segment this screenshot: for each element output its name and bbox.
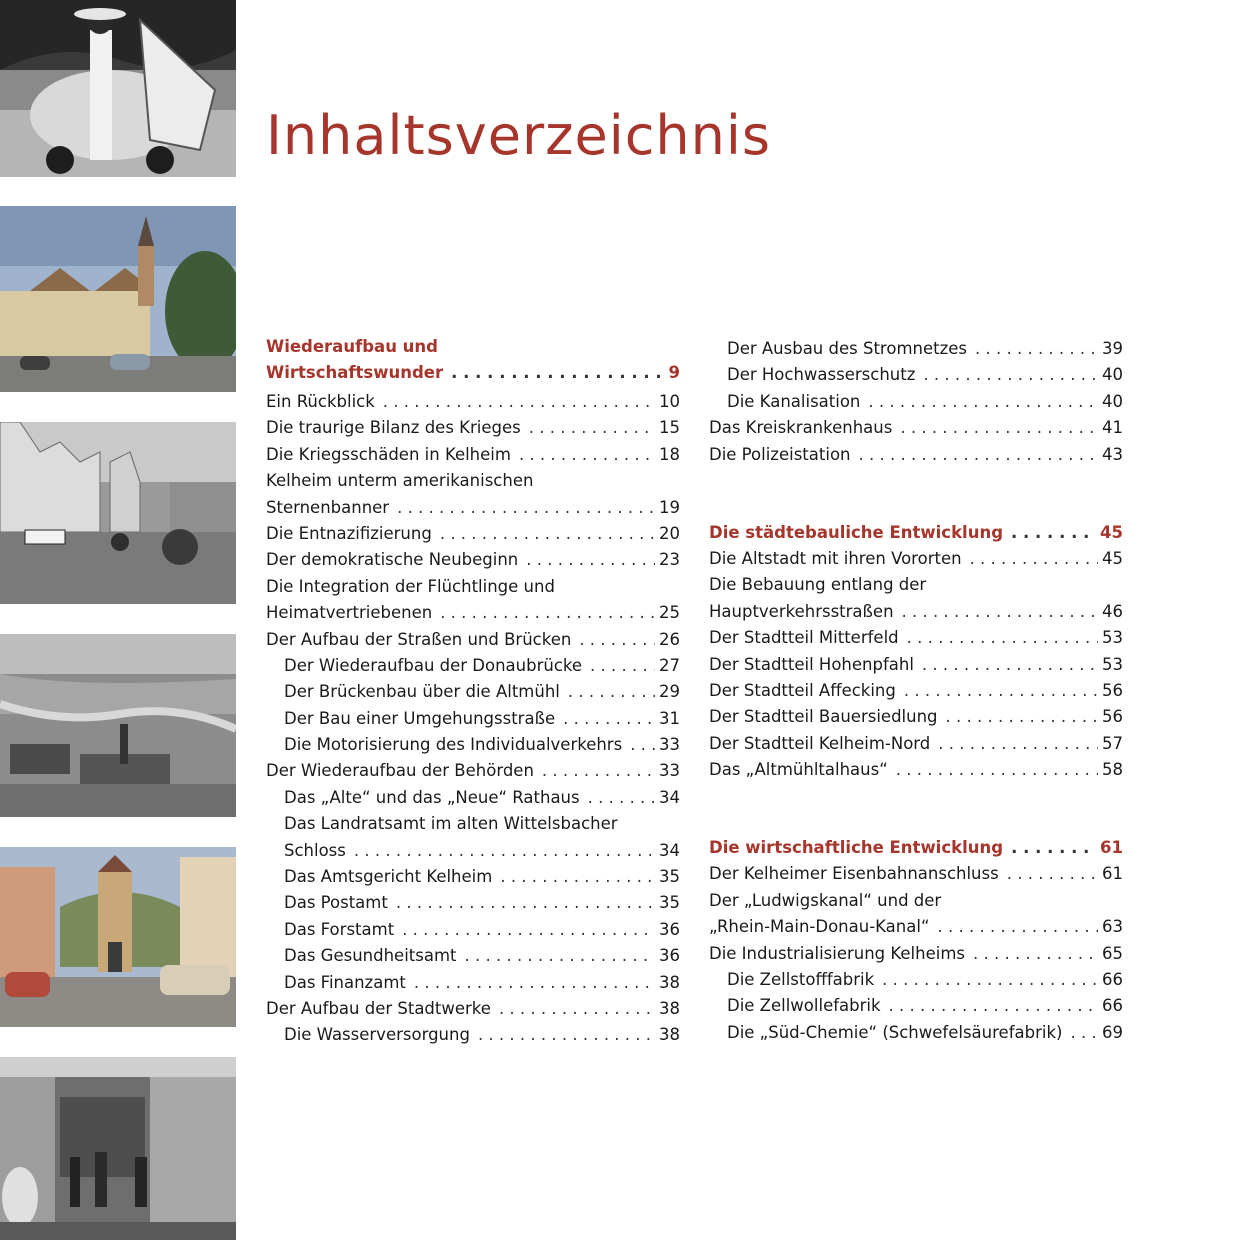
toc-entry[interactable]	[709, 599, 1123, 625]
entry-title: Sternenbanner	[266, 497, 390, 517]
entry-page: 39	[1102, 339, 1123, 358]
toc-entry[interactable]	[709, 652, 1123, 678]
photo-aerial-factory	[0, 634, 236, 817]
toc-subentry[interactable]	[709, 389, 1123, 415]
entry-page: 40	[1102, 365, 1123, 385]
entry-title: „Rhein-Main-Donau-Kanal“	[709, 917, 930, 937]
entry-page: 33	[659, 761, 680, 781]
toc-entry[interactable]	[266, 415, 680, 441]
toc-subentry[interactable]	[266, 917, 680, 943]
toc-subentry[interactable]	[709, 336, 1123, 362]
entry-title: Der demokratische Neubeginn	[266, 550, 519, 570]
dot-leader	[529, 415, 655, 441]
entry-page: 61	[1102, 864, 1123, 884]
photo-shop-window	[0, 1057, 236, 1240]
toc-entry[interactable]	[266, 758, 680, 784]
entry-page: 38	[659, 972, 680, 992]
dot-leader	[451, 360, 664, 386]
toc-entry[interactable]	[266, 547, 680, 573]
photo-isetta-woman	[0, 0, 236, 177]
entry-title: Der Stadtteil Bauersiedlung	[709, 707, 938, 727]
entry-page: 41	[1102, 418, 1123, 438]
entry-page: 56	[1102, 680, 1123, 700]
entry-page: 35	[659, 867, 680, 887]
toc-entry[interactable]	[709, 731, 1123, 757]
entry-title: Das Finanzamt	[284, 972, 406, 992]
dot-leader	[526, 547, 655, 573]
toc-entry-line[interactable]	[266, 574, 680, 600]
entry-title: Die Integration der Flüchtlinge und	[266, 576, 555, 596]
dot-leader	[478, 1022, 655, 1048]
entry-page: 31	[659, 708, 680, 728]
entry-page: 66	[1102, 996, 1123, 1016]
entry-title: Das Amtsgericht Kelheim	[284, 867, 493, 887]
dot-leader	[402, 917, 655, 943]
dot-leader	[973, 941, 1098, 967]
entry-title: Die Zellstofffabrik	[727, 970, 875, 990]
entry-page: 63	[1102, 917, 1123, 937]
entry-page: 46	[1102, 601, 1123, 621]
entry-title: Das Landratsamt im alten Wittelsbacher	[284, 814, 618, 834]
entry-title: Die Bebauung entlang der	[709, 575, 927, 595]
entry-title: Die Altstadt mit ihren Vororten	[709, 548, 962, 568]
toc-entry[interactable]	[266, 521, 680, 547]
entry-page: 20	[659, 523, 680, 543]
toc-subentry[interactable]	[709, 362, 1123, 388]
entry-page: 15	[659, 418, 680, 438]
section-page-number: 61	[1100, 838, 1123, 858]
entry-title: Die Wasserversorgung	[284, 1025, 470, 1045]
dot-leader	[383, 389, 655, 415]
toc-subentry[interactable]	[266, 653, 680, 679]
dot-leader	[500, 864, 655, 890]
entry-page: 40	[1102, 391, 1123, 411]
entry-title: Der Aufbau der Stadtwerke	[266, 998, 491, 1018]
dot-leader	[440, 600, 655, 626]
toc-entry[interactable]	[266, 996, 680, 1022]
entry-page: 34	[659, 840, 680, 860]
toc-entry[interactable]	[266, 600, 680, 626]
toc-entry[interactable]	[709, 914, 1123, 940]
toc-entry[interactable]	[266, 442, 680, 468]
dot-leader	[923, 362, 1098, 388]
entry-page: 10	[659, 392, 680, 411]
entry-page: 26	[659, 629, 680, 649]
entry-page: 36	[659, 919, 680, 939]
section-page-number: 9	[668, 363, 680, 382]
dot-leader	[1007, 861, 1098, 887]
toc-subentry[interactable]	[266, 785, 680, 811]
entry-title: Das Forstamt	[284, 919, 395, 939]
entry-title: Die „Süd-Chemie“ (Schwefelsäurefabrik)	[727, 1022, 1063, 1042]
entry-title: Der Aufbau der Straßen und Brücken	[266, 629, 572, 649]
dot-leader	[975, 336, 1098, 362]
toc-entry[interactable]	[709, 941, 1123, 967]
entry-title: Die Industrialisierung Kelheims	[709, 943, 965, 963]
dot-leader	[568, 679, 655, 705]
entry-page: 69	[1102, 1022, 1123, 1042]
toc-subentry[interactable]	[266, 838, 680, 864]
dot-leader	[1070, 1020, 1098, 1046]
photo-town-gate-street	[0, 847, 236, 1027]
toc-section-heading[interactable]	[709, 835, 1123, 861]
entry-title: Der Wiederaufbau der Behörden	[266, 761, 534, 781]
dot-leader	[590, 653, 655, 679]
entry-page: 53	[1102, 628, 1123, 648]
toc-entry-line[interactable]	[709, 888, 1123, 914]
section-title: Die städtebauliche Entwicklung	[709, 522, 1004, 542]
toc-subentry[interactable]	[266, 679, 680, 705]
dot-leader	[397, 495, 655, 521]
dot-leader	[938, 914, 1099, 940]
toc-entry[interactable]	[709, 861, 1123, 887]
section-page-number: 45	[1100, 522, 1123, 542]
toc-entry[interactable]	[266, 495, 680, 521]
entry-title: Das Postamt	[284, 893, 388, 913]
dot-leader	[414, 970, 655, 996]
entry-title: Die Entnazifizierung	[266, 523, 432, 543]
entry-page: 19	[659, 497, 680, 517]
toc-column-left	[266, 334, 680, 1049]
entry-page: 38	[659, 1025, 680, 1045]
entry-title: Die Kanalisation	[727, 391, 861, 411]
dot-leader	[354, 838, 655, 864]
dot-leader	[1011, 835, 1096, 861]
toc-entry[interactable]	[266, 389, 680, 415]
dot-leader	[465, 943, 656, 969]
toc-entry[interactable]	[709, 442, 1123, 468]
dot-leader	[1011, 520, 1096, 546]
section-title: Die wirtschaftliche Entwicklung	[709, 838, 1004, 858]
toc-entry[interactable]	[709, 415, 1123, 441]
entry-title: Der Bau einer Umgehungsstraße	[284, 708, 556, 728]
toc-subentry[interactable]	[266, 732, 680, 758]
entry-title: Die traurige Bilanz des Krieges	[266, 418, 521, 438]
photo-street-construction	[0, 422, 236, 604]
toc-section-heading[interactable]	[266, 334, 680, 386]
entry-page: 33	[659, 735, 680, 755]
toc-subentry[interactable]	[266, 864, 680, 890]
toc-subentry[interactable]	[266, 943, 680, 969]
dot-leader	[499, 996, 655, 1022]
toc-subentry[interactable]	[709, 967, 1123, 993]
entry-title: Der Stadtteil Mitterfeld	[709, 628, 899, 648]
entry-page: 25	[659, 603, 680, 623]
entry-page: 65	[1102, 943, 1123, 963]
entry-title: Das Kreiskrankenhaus	[709, 418, 893, 438]
dot-leader	[946, 704, 1098, 730]
toc-entry-line[interactable]	[709, 572, 1123, 598]
entry-title: Der Ausbau des Stromnetzes	[727, 339, 967, 358]
dot-leader	[396, 890, 655, 916]
entry-title: Hauptverkehrsstraßen	[709, 601, 894, 621]
entry-page: 38	[659, 998, 680, 1018]
section-title-line2: Wirtschaftswunder	[266, 363, 444, 382]
entry-title: Der „Ludwigskanal“ und der	[709, 890, 942, 910]
dot-leader	[902, 599, 1098, 625]
dot-leader	[882, 967, 1098, 993]
dot-leader	[440, 521, 655, 547]
entry-page: 27	[659, 655, 680, 675]
toc-entry[interactable]	[709, 757, 1123, 783]
entry-page: 23	[659, 550, 680, 570]
dot-leader	[938, 731, 1098, 757]
entry-page: 35	[659, 893, 680, 913]
toc-subentry[interactable]	[266, 890, 680, 916]
entry-title: Die Polizeistation	[709, 444, 851, 464]
entry-title: Der Wiederaufbau der Donaubrücke	[284, 655, 583, 675]
entry-page: 34	[659, 787, 680, 807]
toc-subentry[interactable]	[709, 993, 1123, 1019]
entry-title: Der Stadtteil Affecking	[709, 680, 896, 700]
entry-title: Die Kriegsschäden in Kelheim	[266, 444, 511, 464]
toc-section-heading[interactable]	[709, 520, 1123, 546]
entry-page: 36	[659, 946, 680, 966]
entry-title: Der Stadtteil Hohenpfahl	[709, 654, 914, 674]
toc-entry-line[interactable]	[266, 468, 680, 494]
dot-leader	[579, 627, 655, 653]
dot-leader	[563, 706, 655, 732]
photo-town-square-church	[0, 206, 236, 392]
entry-page: 43	[1102, 444, 1123, 464]
entry-title: Der Hochwasserschutz	[727, 365, 916, 385]
entry-page: 29	[659, 682, 680, 702]
entry-page: 56	[1102, 707, 1123, 727]
entry-page: 57	[1102, 733, 1123, 753]
entry-page: 53	[1102, 654, 1123, 674]
toc-subentry[interactable]	[266, 706, 680, 732]
entry-title: Das Gesundheitsamt	[284, 946, 457, 966]
dot-leader	[542, 758, 655, 784]
entry-title: Das „Alte“ und das „Neue“ Rathaus	[284, 787, 580, 807]
entry-title: Der Kelheimer Eisenbahnanschluss	[709, 864, 999, 884]
dot-leader	[519, 442, 655, 468]
entry-title: Der Stadtteil Kelheim-Nord	[709, 733, 931, 753]
toc-entry[interactable]	[709, 546, 1123, 572]
section-title-line1: Wiederaufbau und	[266, 337, 438, 356]
entry-page: 66	[1102, 970, 1123, 990]
dot-leader	[588, 785, 655, 811]
toc-entry[interactable]	[709, 625, 1123, 651]
toc-subentry[interactable]	[266, 1022, 680, 1048]
entry-title: Die Zellwollefabrik	[727, 996, 881, 1016]
entry-title: Heimatvertriebenen	[266, 603, 433, 623]
entry-title: Die Motorisierung des Individualverkehrs	[284, 735, 623, 755]
toc-subentry[interactable]	[266, 970, 680, 996]
dot-leader	[859, 442, 1099, 468]
entry-page: 45	[1102, 548, 1123, 568]
entry-title: Das „Altmühltalhaus“	[709, 760, 888, 780]
dot-leader	[907, 625, 1098, 651]
entry-title: Der Brückenbau über die Altmühl	[284, 682, 560, 702]
entry-page: 18	[659, 444, 680, 464]
toc-entry[interactable]	[709, 704, 1123, 730]
toc-subentry[interactable]	[709, 1020, 1123, 1046]
toc-subentry-line[interactable]	[266, 811, 680, 837]
dot-leader	[889, 993, 1098, 1019]
entry-title: Kelheim unterm amerikanischen	[266, 471, 534, 491]
toc-column-right	[709, 336, 1123, 1046]
entry-title: Schloss	[284, 840, 346, 860]
dot-leader	[868, 389, 1098, 415]
entry-title: Ein Rückblick	[266, 392, 375, 411]
dot-leader	[970, 546, 1098, 572]
dot-leader	[896, 757, 1098, 783]
dot-leader	[900, 415, 1098, 441]
entry-page: 58	[1102, 760, 1123, 780]
dot-leader	[904, 678, 1098, 704]
dot-leader	[922, 652, 1098, 678]
toc-entry[interactable]	[266, 627, 680, 653]
dot-leader	[630, 732, 655, 758]
toc-entry[interactable]	[709, 678, 1123, 704]
page-title: Inhaltsverzeichnis	[266, 104, 772, 167]
